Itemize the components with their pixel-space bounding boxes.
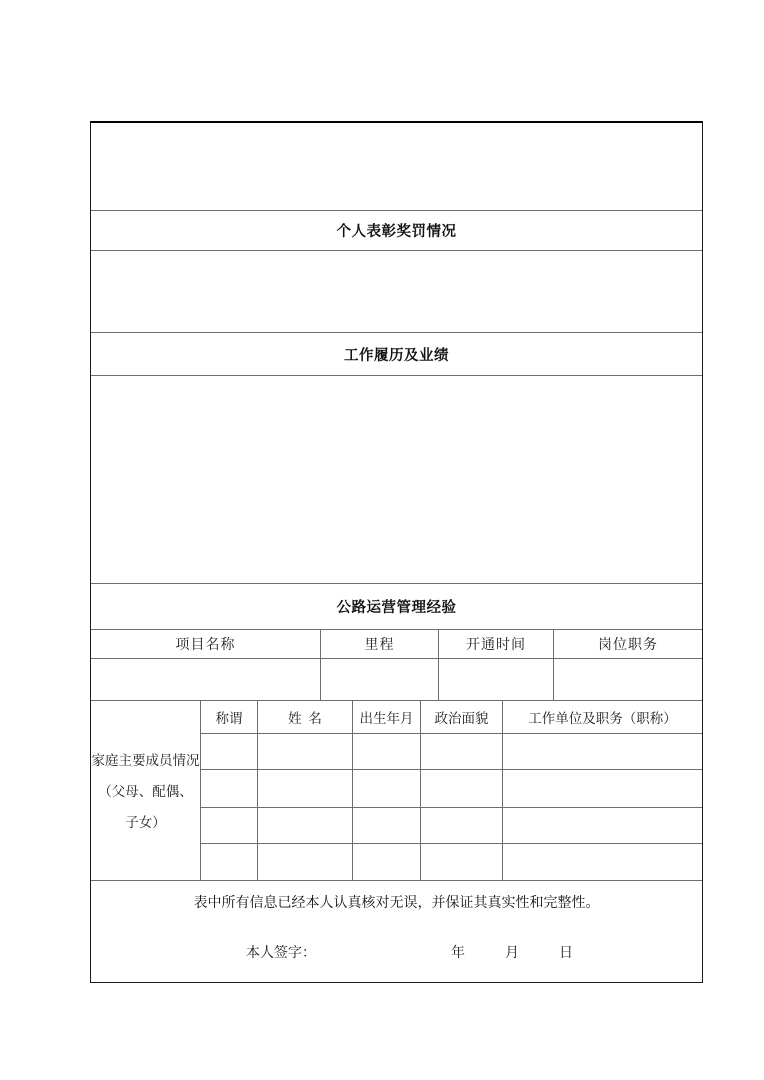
family-cell-workunit-2 [503, 770, 702, 808]
family-cell-workunit-4 [503, 844, 702, 881]
family-cell-political-1 [421, 734, 503, 770]
highway-col-mileage: 里程 [321, 630, 439, 658]
declaration-statement: 表中所有信息已经本人认真核对无误，并保证其真实性和完整性。 [193, 896, 600, 911]
highway-cell-mileage [321, 659, 439, 700]
top-empty-content-cell [91, 123, 702, 211]
family-cell-birth-2 [353, 770, 421, 808]
section-title-awards [91, 211, 702, 251]
highway-col-opening-time: 开通时间 [439, 630, 554, 658]
highway-title-text: 公路运营管理经验 [336, 600, 457, 616]
family-cell-workunit-3 [503, 808, 702, 844]
family-cell-name-4 [258, 844, 353, 881]
family-members-table [91, 701, 702, 881]
highway-cell-project-name [91, 659, 321, 700]
family-cell-relation-4 [201, 844, 258, 881]
family-cell-relation-1 [201, 734, 258, 770]
highway-data-row [91, 659, 702, 701]
family-cell-birth-4 [353, 844, 421, 881]
family-cell-name-2 [258, 770, 353, 808]
family-col-name: 姓 名 [258, 701, 353, 734]
work-history-title-text: 工作履历及业绩 [344, 347, 449, 364]
family-col-political-status: 政治面貌 [421, 701, 503, 734]
highway-col-project-name: 项目名称 [91, 630, 321, 658]
family-col-birth-date: 出生年月 [353, 701, 421, 734]
awards-title-text: 个人表彰奖罚情况 [336, 224, 457, 240]
family-col-relation: 称谓 [201, 701, 258, 734]
family-cell-political-2 [421, 770, 503, 808]
family-cell-political-3 [421, 808, 503, 844]
awards-content-cell [91, 251, 702, 333]
work-history-content-cell [91, 376, 702, 584]
family-cell-political-4 [421, 844, 503, 881]
family-cell-workunit-1 [503, 734, 702, 770]
family-row-header-line3: 子女） [125, 814, 166, 830]
family-row-header-line1: 家庭主要成员情况 [91, 752, 200, 768]
family-cell-name-3 [258, 808, 353, 844]
signature-row [91, 942, 702, 962]
section-title-work-history [91, 333, 702, 376]
family-cell-relation-3 [201, 808, 258, 844]
signature-label: 本人签字： [246, 946, 316, 961]
highway-header-row [91, 630, 702, 659]
family-row-header-line2: （父母、配偶、 [98, 783, 193, 799]
section-title-highway-experience [91, 584, 702, 630]
family-cell-birth-1 [353, 734, 421, 770]
family-col-work-unit: 工作单位及职务（职称） [503, 701, 702, 734]
date-month-label: 月 [505, 946, 519, 961]
declaration-cell [91, 881, 702, 982]
date-day-label: 日 [559, 946, 573, 961]
highway-col-position: 岗位职务 [598, 638, 658, 653]
highway-cell-position [554, 659, 702, 700]
family-row-header [91, 701, 201, 881]
family-cell-birth-3 [353, 808, 421, 844]
personnel-form-table [90, 121, 703, 983]
date-year-label: 年 [451, 946, 465, 961]
family-cell-name-1 [258, 734, 353, 770]
highway-cell-opening-time [439, 659, 554, 700]
family-cell-relation-2 [201, 770, 258, 808]
